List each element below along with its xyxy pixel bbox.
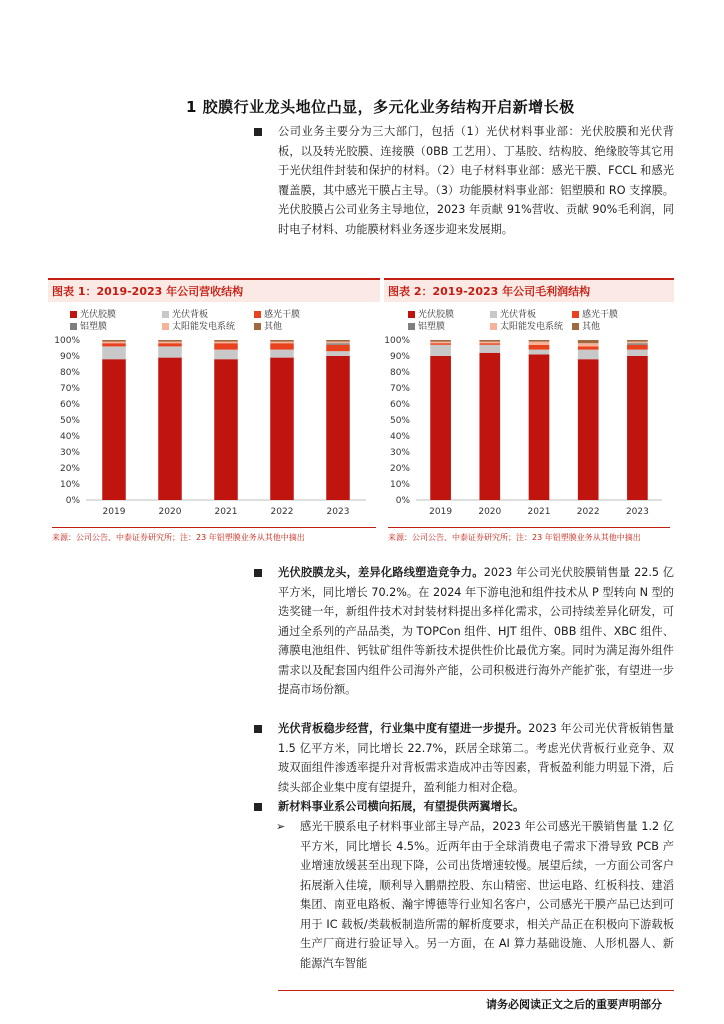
- y-tick-label: 80%: [389, 368, 410, 378]
- intro-text: 公司业务主要分为三大部门，包括（1）光伏材料事业部：光伏胶膜和光伏背板，以及转光胶膜、连接膜（0BB 工艺用）、丁基胶、结构胶、绝缘胶等其它用于光伏组件封装和保护的材料。（2）电子材料事业部：感光干膜、FCCL 和感光覆盖膜，其中感光干膜占主导。（3）功能膜材料事业部：铝塑膜和 RO 支撑膜。光伏胶膜占公司业务主导地位，2023 年贡献 91%营收、贡献 90%毛利润，同时电子材料、功能膜材料业务逐步迎来发展期。: [278, 125, 674, 236]
- legend-item: 光伏胶膜: [408, 307, 490, 320]
- bar-segment: [214, 343, 238, 349]
- bar-segment: [430, 342, 451, 344]
- y-tick-label: 30%: [59, 448, 80, 458]
- legend-swatch-icon: [254, 311, 261, 318]
- bullet-square-icon: [254, 128, 262, 136]
- bar-segment: [578, 346, 599, 349]
- footer-divider: [278, 990, 674, 991]
- bar-segment: [326, 345, 350, 351]
- y-tick-label: 0%: [395, 496, 410, 506]
- y-tick-label: 30%: [389, 448, 410, 458]
- bar-segment: [326, 340, 350, 342]
- bar-segment: [270, 342, 294, 344]
- legend-swatch-icon: [408, 323, 415, 330]
- figure-2-source: 来源：公司公告、中泰证券研究所；注：23 年铝塑膜业务从其他中摘出: [388, 527, 670, 546]
- bar-segment: [158, 358, 182, 500]
- bar-segment: [270, 350, 294, 358]
- bullet-square-icon: [254, 569, 262, 577]
- legend-swatch-icon: [572, 323, 579, 330]
- bullet-heading: 光伏胶膜龙头，差异化路线塑造竞争力。: [278, 566, 484, 579]
- y-tick-label: 0%: [65, 496, 80, 506]
- x-tick-label: 2023: [625, 507, 649, 517]
- bar-segment: [578, 340, 599, 343]
- legend-item: 太阳能发电系统: [490, 319, 572, 332]
- bar-segment: [430, 345, 451, 356]
- bullet-square-icon: [254, 803, 262, 811]
- x-tick-label: 2022: [270, 507, 294, 517]
- y-tick-label: 100%: [384, 336, 410, 346]
- y-tick-label: 10%: [389, 480, 410, 490]
- bullet-text: 2023 年公司光伏背板销售量 1.5 亿平方米，同比增长 22.7%，跃居全球第二。考虑光伏背板行业竞争、双玻双面组件渗透率提升对背板需求造成冲击等因素，背板盈利能力明显下滑，后续头部企业集中度有望提升，盈利能力相对企稳。: [278, 722, 674, 794]
- section-title: 1 胶膜行业龙头地位凸显，多元化业务结构开启新增长极: [186, 98, 575, 116]
- bar-segment: [158, 340, 182, 342]
- x-tick-label: 2019: [102, 507, 126, 517]
- bar-segment: [214, 342, 238, 344]
- figure-1-header: [48, 278, 380, 302]
- legend-item: 光伏背板: [490, 307, 572, 320]
- bar-segment: [158, 343, 182, 346]
- bar-segment: [578, 359, 599, 500]
- bar-segment: [529, 354, 550, 500]
- bar-segment: [214, 350, 238, 360]
- figure-1: [48, 278, 380, 546]
- bar-segment: [214, 340, 238, 342]
- bar-segment: [158, 346, 182, 357]
- revenue-structure-chart: [48, 332, 380, 522]
- bar-segment: [270, 340, 294, 342]
- bullet-new-materials: [278, 797, 674, 817]
- y-tick-label: 100%: [54, 336, 80, 346]
- legend-item: 铝塑膜: [70, 319, 162, 332]
- y-tick-label: 60%: [389, 400, 410, 410]
- bar-segment: [270, 358, 294, 500]
- y-tick-label: 50%: [59, 416, 80, 426]
- legend-swatch-icon: [490, 311, 497, 318]
- bar-segment: [102, 343, 126, 346]
- legend-swatch-icon: [572, 311, 579, 318]
- intro-paragraph: [278, 122, 674, 239]
- bar-segment: [479, 345, 500, 353]
- bar-segment: [529, 345, 550, 350]
- legend-item: 其他: [254, 319, 282, 332]
- x-tick-label: 2020: [158, 507, 182, 517]
- bar-segment: [102, 340, 126, 342]
- y-tick-label: 90%: [389, 352, 410, 362]
- sub-bullet-dry-film: [276, 817, 674, 973]
- bar-segment: [578, 350, 599, 360]
- bar-segment: [326, 343, 350, 345]
- figure-1-source: 来源：公司公告、中泰证券研究所；注：23 年铝塑膜业务从其他中摘出: [52, 527, 376, 546]
- bar-segment: [102, 342, 126, 344]
- y-tick-label: 20%: [389, 464, 410, 474]
- bar-segment: [627, 345, 648, 350]
- bullet-square-icon: [254, 725, 262, 733]
- bar-segment: [158, 342, 182, 344]
- x-tick-label: 2021: [214, 507, 238, 517]
- y-tick-label: 40%: [389, 432, 410, 442]
- x-tick-label: 2019: [429, 507, 453, 517]
- bar-segment: [529, 340, 550, 342]
- y-tick-label: 60%: [59, 400, 80, 410]
- x-tick-label: 2020: [478, 507, 502, 517]
- legend-swatch-icon: [162, 311, 169, 318]
- bar-segment: [627, 356, 648, 500]
- y-tick-label: 90%: [59, 352, 80, 362]
- y-tick-label: 70%: [59, 384, 80, 394]
- bar-segment: [627, 343, 648, 345]
- legend-swatch-icon: [490, 323, 497, 330]
- bar-segment: [627, 340, 648, 342]
- legend-item: 感光干膜: [572, 307, 618, 320]
- y-tick-label: 70%: [389, 384, 410, 394]
- legend-row-2: [70, 319, 282, 332]
- bar-segment: [529, 350, 550, 355]
- y-tick-label: 10%: [59, 480, 80, 490]
- bar-segment: [479, 343, 500, 345]
- y-tick-label: 80%: [59, 368, 80, 378]
- legend-item: 感光干膜: [254, 307, 300, 320]
- legend-item: 铝塑膜: [408, 319, 490, 332]
- y-tick-label: 20%: [59, 464, 80, 474]
- bar-segment: [479, 340, 500, 342]
- bar-segment: [430, 356, 451, 500]
- bar-segment: [578, 343, 599, 346]
- legend-item: 光伏胶膜: [70, 307, 162, 320]
- bar-segment: [270, 343, 294, 349]
- legend-swatch-icon: [162, 323, 169, 330]
- bar-segment: [627, 350, 648, 356]
- bar-segment: [102, 346, 126, 359]
- bullet-text: 2023 年公司光伏胶膜销售量 22.5 亿平方米，同比增长 70.2%。在 2024 年下游电池和组件技术从 P 型转向 N 型的迭奖键一年，新组件技术对封装材料提出多样化需求，公司持续差异化研发，可通过全系列的产品品类，为 TOPCon 组件、HJT 组件、0BB 组件、XBC 组件、薄膜电池组件、钙钛矿组件等新技术提供性价比最优方案。同时为满足海外组件需求以及配套国内组件公司海外产能，公司积极进行海外产能扩张，有望进一步提高市场份额。: [278, 566, 674, 696]
- bar-segment: [102, 359, 126, 500]
- x-tick-label: 2022: [576, 507, 600, 517]
- bar-segment: [430, 340, 451, 342]
- legend-swatch-icon: [70, 323, 77, 330]
- bullet-pv-backsheet: [278, 719, 674, 797]
- legend-item: 太阳能发电系统: [162, 319, 254, 332]
- x-tick-label: 2023: [326, 507, 350, 517]
- bullet-heading: 新材料事业系公司横向拓展，有望提供两翼增长。: [278, 800, 525, 813]
- figure-2-header: [384, 278, 674, 302]
- legend-swatch-icon: [254, 323, 261, 330]
- figure-1-title: 图表 1：2019-2023 年公司营收结构: [52, 285, 244, 298]
- bullet-heading: 光伏背板稳步经营，行业集中度有望进一步提升。: [278, 722, 529, 735]
- legend-row-2: [408, 319, 600, 332]
- bar-segment: [326, 342, 350, 344]
- bar-segment: [214, 359, 238, 500]
- bar-segment: [529, 342, 550, 345]
- x-tick-label: 2021: [527, 507, 551, 517]
- bar-segment: [326, 356, 350, 500]
- y-tick-label: 50%: [389, 416, 410, 426]
- legend-swatch-icon: [408, 311, 415, 318]
- bar-segment: [326, 351, 350, 356]
- figure-2: [384, 278, 674, 546]
- legend-item: 其他: [572, 319, 600, 332]
- figure-2-title: 图表 2：2019-2023 年公司毛利润结构: [388, 285, 591, 298]
- arrow-bullet-icon: ➢: [276, 820, 286, 833]
- gross-profit-structure-chart: [384, 332, 674, 522]
- bar-segment: [479, 342, 500, 344]
- sub-bullet-text: 感光干膜系电子材料事业部主导产品，2023 年公司感光干膜销售量 1.2 亿平方米，同比增长 4.5%。近两年由于全球消费电子需求下滑导致 PCB 产业增速放缓甚至出现下降，公司出货增速较慢。展望后续，一方面公司客户拓展渐入佳境，顺利导入鹏鼎控股、东山精密、世运电路、红板科技、建滔集团、南亚电路板、瀚宇博德等行业知名客户，公司感光干膜产品已达到可用于 IC 载板/类载板制造所需的解析度要求，相关产品正在积极向下游载板生产厂商进行验证导入。另一方面，在 AI 算力基础设施、人形机器人、新能源汽车智能: [300, 820, 674, 970]
- y-tick-label: 40%: [59, 432, 80, 442]
- legend-item: 光伏背板: [162, 307, 254, 320]
- bar-segment: [627, 342, 648, 344]
- footer-disclaimer: 请务必阅读正文之后的重要声明部分: [486, 998, 662, 1011]
- legend-swatch-icon: [70, 311, 77, 318]
- bar-segment: [479, 353, 500, 500]
- bullet-pv-film: [278, 563, 674, 700]
- bar-segment: [430, 343, 451, 345]
